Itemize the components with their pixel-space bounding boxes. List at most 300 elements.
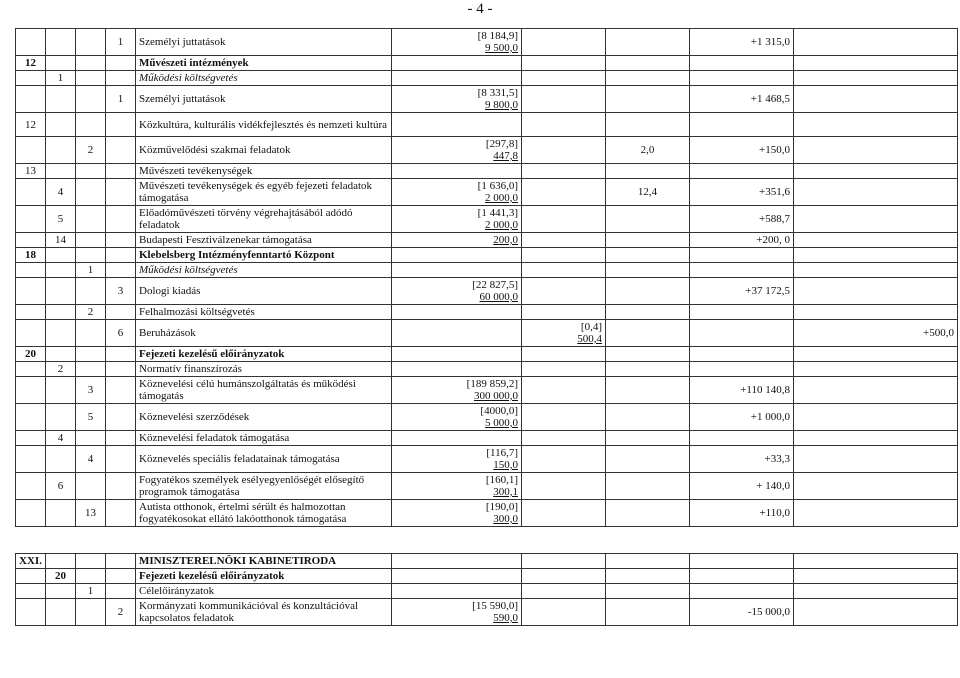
column-8-cell (606, 500, 690, 527)
item-name-cell (136, 179, 392, 206)
previous-value: [190,0] (485, 501, 518, 513)
column-8-cell (606, 179, 690, 206)
new-value: 2 000,0 (485, 192, 518, 204)
column-7-cell (522, 305, 606, 320)
previous-value: [297,8] (485, 138, 518, 150)
column-7-cell (522, 431, 606, 446)
group-code-cell (76, 278, 106, 305)
section-code-cell (16, 320, 46, 347)
table-row (16, 584, 958, 599)
table-row (16, 431, 958, 446)
change-value-cell (690, 248, 794, 263)
item-name-cell (136, 71, 392, 86)
column-10-cell (794, 29, 958, 56)
section-code-cell (16, 473, 46, 500)
table-row (16, 206, 958, 233)
column-7-cell (522, 404, 606, 431)
change-value-cell (690, 320, 794, 347)
item-code-cell (106, 377, 136, 404)
new-value: 5 000,0 (485, 417, 518, 429)
change-value: +150,0 (759, 144, 790, 156)
column-7-cell (522, 347, 606, 362)
item-code-cell (106, 233, 136, 248)
item-name: Művészeti tevékenységek és egyéb fejezeti feladatok támogatása (139, 180, 373, 204)
item-name-cell (136, 554, 392, 569)
change-value-cell (690, 233, 794, 248)
group-code-cell (76, 29, 106, 56)
table-row (16, 164, 958, 179)
budget-values-cell (392, 137, 522, 164)
title-code-cell (46, 206, 76, 233)
item-name-cell (136, 404, 392, 431)
previous-value: [4000,0] (480, 405, 518, 417)
item-code-cell (106, 278, 136, 305)
change-value: +1 468,5 (750, 93, 790, 105)
item-name: Klebelsberg Intézményfenntartó Központ (139, 249, 335, 261)
new-value: 2 000,0 (485, 219, 518, 231)
table-row (16, 446, 958, 473)
section-code-cell (16, 71, 46, 86)
group-code: 3 (87, 384, 94, 396)
column-8-cell (606, 404, 690, 431)
column-7-cell (522, 278, 606, 305)
column-7-cell (522, 473, 606, 500)
budget-values-cell (392, 347, 522, 362)
change-value-cell (690, 362, 794, 377)
item-name: Célelőirányzatok (139, 585, 215, 597)
section-code-cell (16, 347, 46, 362)
change-value-cell (690, 86, 794, 113)
change-value-cell (690, 554, 794, 569)
new-value: 300 000,0 (474, 390, 518, 402)
change-value-cell (690, 29, 794, 56)
budget-values-cell (392, 56, 522, 71)
column-7-cell (522, 446, 606, 473)
group-code-cell (76, 86, 106, 113)
item-code-cell (106, 29, 136, 56)
budget-values-cell (392, 569, 522, 584)
column-10-cell (794, 320, 958, 347)
column-7-cell (522, 56, 606, 71)
group-code-cell (76, 431, 106, 446)
table-row (16, 500, 958, 527)
group-code-cell (76, 446, 106, 473)
group-code-cell (76, 248, 106, 263)
change-value-cell (690, 347, 794, 362)
section-code-cell (16, 263, 46, 278)
change-value: +351,6 (759, 186, 790, 198)
section-code: 13 (25, 165, 36, 177)
column-10-cell (794, 263, 958, 278)
group-code-cell (76, 599, 106, 626)
group-code-cell (76, 71, 106, 86)
item-name: Közkultúra, kulturális vidékfejlesztés és nemzeti kultúra (139, 118, 388, 131)
column-7-cell (522, 320, 606, 347)
column-8-cell (606, 29, 690, 56)
table-row (16, 347, 958, 362)
group-code-cell (76, 347, 106, 362)
section-code-cell (16, 137, 46, 164)
column-10: +500,0 (923, 327, 954, 339)
column-7-cell (522, 86, 606, 113)
item-code-cell (106, 320, 136, 347)
column-8-cell (606, 347, 690, 362)
item-code-cell (106, 179, 136, 206)
column-8-cell (606, 56, 690, 71)
change-value-cell (690, 278, 794, 305)
column-10-cell (794, 164, 958, 179)
new-value: 200,0 (493, 234, 518, 246)
section-code-cell (16, 86, 46, 113)
section-code-cell (16, 278, 46, 305)
item-name-cell (136, 137, 392, 164)
budget-values-cell (392, 599, 522, 626)
column-7-cell (522, 113, 606, 137)
column-7-cell (522, 554, 606, 569)
change-value-cell (690, 569, 794, 584)
new-value: 300,0 (493, 513, 518, 525)
group-code-cell (76, 320, 106, 347)
column-10-cell (794, 278, 958, 305)
section-code-cell (16, 599, 46, 626)
item-code-cell (106, 404, 136, 431)
change-value: +37 172,5 (745, 285, 790, 297)
title-code-cell (46, 569, 76, 584)
item-code-cell (106, 137, 136, 164)
table-row (16, 278, 958, 305)
previous-value: [1 441,3] (477, 207, 518, 219)
column-10-cell (794, 113, 958, 137)
column-7-cell (522, 362, 606, 377)
column-10-cell (794, 377, 958, 404)
change-value: +1 315,0 (750, 36, 790, 48)
column-10-cell (794, 500, 958, 527)
table-row (16, 137, 958, 164)
budget-values-cell (392, 554, 522, 569)
section-code: 12 (25, 118, 36, 131)
section-code: XXI. (19, 555, 42, 567)
title-code-cell (46, 362, 76, 377)
column-8-cell (606, 164, 690, 179)
budget-values-cell (392, 584, 522, 599)
item-code: 3 (117, 285, 124, 297)
group-code-cell (76, 113, 106, 137)
table-row (16, 320, 958, 347)
item-name: Személyi juttatások (139, 36, 226, 48)
item-name: Autista otthonok, értelmi sérült és halmozottan fogyatékosokat ellátó lakóotthonok támogatása (139, 501, 347, 525)
group-code-cell (76, 206, 106, 233)
previous-value: [22 827,5] (472, 279, 518, 291)
column-8-cell (606, 320, 690, 347)
new-value: 150,0 (493, 459, 518, 471)
group-code: 2 (87, 306, 94, 318)
table-row (16, 179, 958, 206)
title-code-cell (46, 305, 76, 320)
column-8-cell (606, 431, 690, 446)
item-name-cell (136, 113, 392, 137)
column-10-cell (794, 206, 958, 233)
item-code-cell (106, 362, 136, 377)
column-8-cell (606, 86, 690, 113)
group-code: 2 (87, 144, 94, 156)
column-7-cell (522, 164, 606, 179)
column-8-cell (606, 569, 690, 584)
section-code-cell (16, 500, 46, 527)
title-code-cell (46, 446, 76, 473)
change-value-cell (690, 305, 794, 320)
section-code-cell (16, 164, 46, 179)
column-10-cell (794, 71, 958, 86)
section-code-cell (16, 305, 46, 320)
page-number: - 4 - (467, 1, 493, 17)
budget-values-cell (392, 206, 522, 233)
column-7-cell (522, 71, 606, 86)
budget-values-cell (392, 179, 522, 206)
budget-values-cell (392, 377, 522, 404)
item-name-cell (136, 599, 392, 626)
column-8: 12,4 (637, 186, 658, 198)
group-code-cell (76, 554, 106, 569)
table-row (16, 113, 958, 137)
budget-values-cell (392, 431, 522, 446)
item-code-cell (106, 86, 136, 113)
column-8-cell (606, 263, 690, 278)
item-name-cell (136, 473, 392, 500)
item-code-cell (106, 431, 136, 446)
item-name-cell (136, 431, 392, 446)
item-name: Budapesti Fesztiválzenekar támogatása (139, 234, 312, 246)
change-value: +110 140,8 (740, 384, 790, 396)
column-7-cell (522, 179, 606, 206)
title-code-cell (46, 377, 76, 404)
item-name: Köznevelési szerződések (139, 411, 250, 423)
table-row (16, 233, 958, 248)
table-row (16, 71, 958, 86)
column-8-cell (606, 71, 690, 86)
column-10-cell (794, 446, 958, 473)
previous-value: [0,4] (580, 321, 602, 333)
column-8-cell (606, 362, 690, 377)
new-value: 60 000,0 (479, 291, 518, 303)
group-code-cell (76, 305, 106, 320)
item-name-cell (136, 446, 392, 473)
item-name: Normatív finanszírozás (139, 363, 242, 375)
item-name-cell (136, 29, 392, 56)
table-row (16, 473, 958, 500)
item-name: Közművelődési szakmai feladatok (139, 144, 291, 156)
item-name: Felhalmozási költségvetés (139, 306, 255, 318)
column-8-cell (606, 446, 690, 473)
table-row (16, 56, 958, 71)
group-code: 1 (87, 264, 94, 276)
column-10-cell (794, 584, 958, 599)
item-name: Fejezeti kezelésű előirányzatok (139, 570, 285, 582)
group-code: 1 (87, 585, 94, 597)
column-10-cell (794, 404, 958, 431)
budget-values-cell (392, 164, 522, 179)
new-value: 590,0 (493, 612, 518, 624)
item-name-cell (136, 362, 392, 377)
item-code-cell (106, 569, 136, 584)
item-code: 2 (117, 606, 124, 618)
change-value: -15 000,0 (747, 606, 790, 618)
column-10-cell (794, 431, 958, 446)
section-code: 20 (25, 348, 36, 360)
title-code-cell (46, 404, 76, 431)
change-value-cell (690, 377, 794, 404)
column-8-cell (606, 248, 690, 263)
item-name: Működési költségvetés (139, 72, 238, 84)
title-code-cell (46, 554, 76, 569)
item-name: Művészeti tevékenységek (139, 165, 253, 177)
group-code: 4 (87, 453, 94, 465)
section-code-cell (16, 446, 46, 473)
column-10-cell (794, 473, 958, 500)
item-name-cell (136, 86, 392, 113)
column-7-cell (522, 584, 606, 599)
item-name: Fejezeti kezelésű előirányzatok (139, 348, 285, 360)
title-code: 4 (57, 432, 64, 444)
previous-value: [15 590,0] (472, 600, 518, 612)
new-value: 447,8 (493, 150, 518, 162)
title-code-cell (46, 599, 76, 626)
new-value: 300,1 (493, 486, 518, 498)
section-code-cell (16, 179, 46, 206)
item-code: 1 (117, 93, 124, 105)
section-code: 18 (25, 249, 36, 261)
title-code-cell (46, 179, 76, 206)
table-row (16, 599, 958, 626)
change-value-cell (690, 473, 794, 500)
column-8-cell (606, 233, 690, 248)
change-value-cell (690, 206, 794, 233)
group-code-cell (76, 164, 106, 179)
section-code-cell (16, 233, 46, 248)
title-code-cell (46, 137, 76, 164)
column-8-cell (606, 206, 690, 233)
new-value: 9 500,0 (485, 42, 518, 54)
table-row (16, 248, 958, 263)
change-value: +110,0 (759, 507, 790, 519)
column-10-cell (794, 56, 958, 71)
change-value: +1 000,0 (750, 411, 790, 423)
title-code: 14 (55, 234, 66, 246)
item-name-cell (136, 248, 392, 263)
table-row (16, 377, 958, 404)
budget-values-cell (392, 404, 522, 431)
section-code-cell (16, 29, 46, 56)
item-code-cell (106, 584, 136, 599)
change-value-cell (690, 137, 794, 164)
item-name: Köznevelési feladatok támogatása (139, 432, 290, 444)
group-code: 5 (87, 411, 94, 423)
column-7-cell (522, 29, 606, 56)
item-name: Köznevelés speciális feladatainak támogatása (139, 453, 340, 465)
change-value-cell (690, 431, 794, 446)
item-name: Művészeti intézmények (139, 57, 249, 69)
section-code-cell (16, 113, 46, 137)
group-code-cell (76, 473, 106, 500)
section-code-cell (16, 362, 46, 377)
budget-values-cell (392, 29, 522, 56)
item-code-cell (106, 71, 136, 86)
item-name-cell (136, 320, 392, 347)
title-code-cell (46, 473, 76, 500)
section-code-cell (16, 584, 46, 599)
column-8-cell (606, 584, 690, 599)
column-7-cell (522, 569, 606, 584)
item-code-cell (106, 113, 136, 137)
group-code-cell (76, 377, 106, 404)
change-value-cell (690, 56, 794, 71)
column-8-cell (606, 305, 690, 320)
group-code-cell (76, 56, 106, 71)
column-7-cell (522, 248, 606, 263)
title-code-cell (46, 500, 76, 527)
change-value-cell (690, 446, 794, 473)
item-name: Működési költségvetés (139, 264, 238, 276)
group-code-cell (76, 569, 106, 584)
section-code-cell (16, 431, 46, 446)
item-name-cell (136, 569, 392, 584)
budget-values-cell (392, 278, 522, 305)
budget-values-cell (392, 233, 522, 248)
group-code-cell (76, 584, 106, 599)
item-code-cell (106, 248, 136, 263)
item-name: Fogyatékos személyek esélyegyenlőségét elősegítő programok támogatása (139, 474, 365, 498)
section-code-cell (16, 248, 46, 263)
item-code-cell (106, 56, 136, 71)
section-code-cell (16, 56, 46, 71)
item-code-cell (106, 305, 136, 320)
item-code-cell (106, 347, 136, 362)
previous-value: [116,7] (486, 447, 518, 459)
title-code: 2 (57, 363, 64, 375)
item-name: Kormányzati kommunikációval és konzultációval kapcsolatos feladatok (139, 600, 359, 624)
section-code-cell (16, 404, 46, 431)
column-10-cell (794, 233, 958, 248)
item-name-cell (136, 584, 392, 599)
title-code-cell (46, 263, 76, 278)
group-code: 13 (85, 507, 96, 519)
column-7-cell (522, 377, 606, 404)
column-10-cell (794, 179, 958, 206)
column-8-cell (606, 473, 690, 500)
column-7-cell (522, 233, 606, 248)
change-value: + 140,0 (756, 480, 790, 492)
title-code-cell (46, 320, 76, 347)
title-code-cell (46, 113, 76, 137)
table-row (16, 305, 958, 320)
item-code-cell (106, 446, 136, 473)
section-code-cell (16, 206, 46, 233)
previous-value: [160,1] (485, 474, 518, 486)
column-10-cell (794, 86, 958, 113)
previous-value: [8 331,5] (477, 87, 518, 99)
item-name: Köznevelési célú humánszolgáltatás és működési támogatás (139, 378, 356, 402)
column-10-cell (794, 554, 958, 569)
group-code-cell (76, 233, 106, 248)
item-code-cell (106, 206, 136, 233)
section-code-cell (16, 569, 46, 584)
item-code: 1 (117, 36, 124, 48)
item-code-cell (106, 554, 136, 569)
table-row (16, 362, 958, 377)
item-name: Előadóművészeti törvény végrehajtásából adódó feladatok (139, 207, 353, 231)
title-code: 1 (57, 72, 64, 84)
column-7-cell (522, 263, 606, 278)
section-code-cell (16, 377, 46, 404)
